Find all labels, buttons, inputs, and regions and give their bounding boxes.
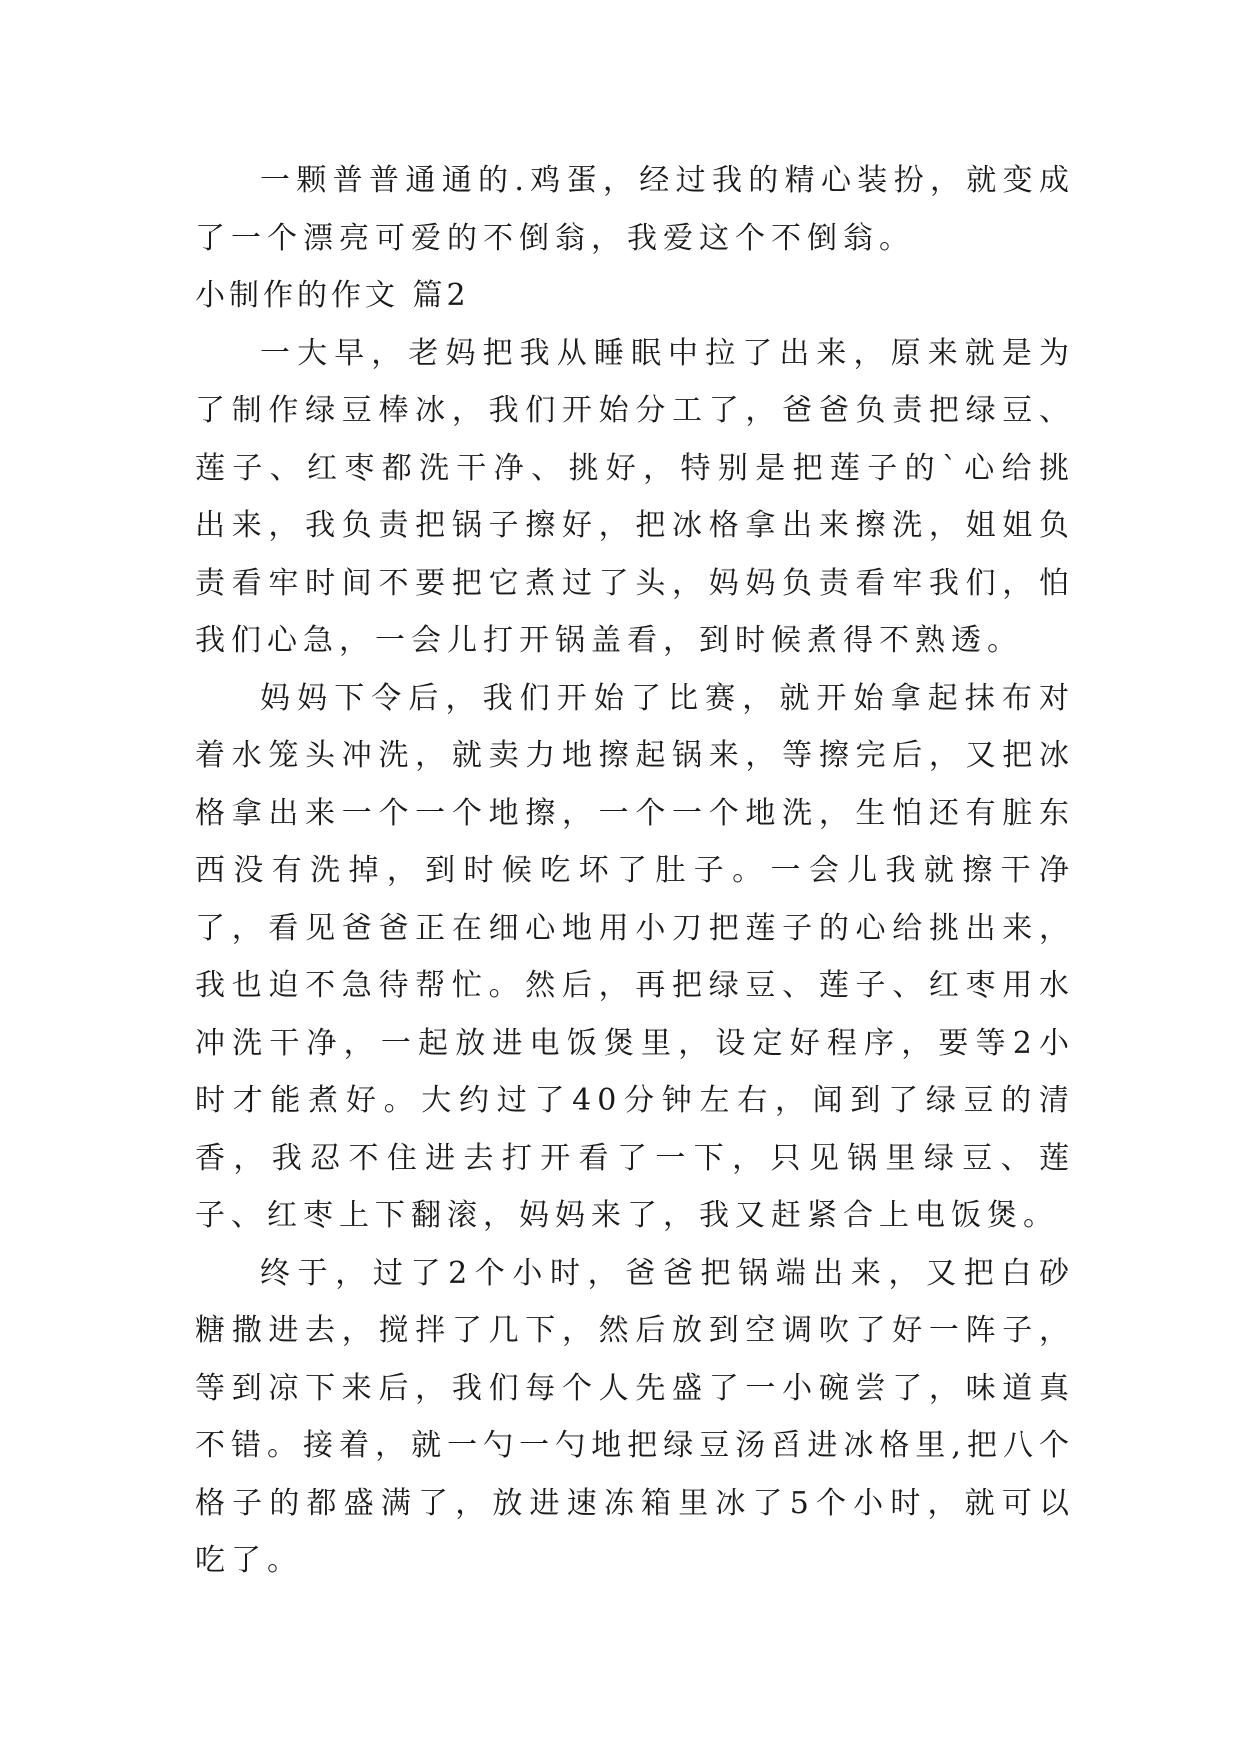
paragraph-1: 一颗普普通通的.鸡蛋，经过我的精心装扮，就变成了一个漂亮可爱的不倒翁，我爱这个不倒翁。 [195,163,1075,256]
paragraph-2: 一大早，老妈把我从睡眠中拉了出来，原来就是为了制作绿豆棒冰，我们开始分工了，爸爸负责把绿豆、莲子、红枣都洗干净、挑好，特别是把莲子的`心给挑出来，我负责把锅子擦好，把冰格拿出来擦洗，姐姐负责看牢时间不要把它煮过了头，妈妈负责看牢我们，怕我们心急，一会儿打开锅盖看，到时候煮得不熟透。 [195,335,1075,658]
paragraph-3: 妈妈下令后，我们开始了比赛，就开始拿起抹布对着水笼头冲洗，就卖力地擦起锅来，等擦完后，又把冰格拿出来一个一个地擦，一个一个地洗，生怕还有脏东西没有洗掉，到时候吃坏了肚子。一会儿我就擦干净了，看见爸爸正在细心地用小刀把莲子的心给挑出来，我也迫不急待帮忙。然后，再把绿豆、莲子、红枣用水冲洗干净，一起放进电饭煲里，设定好程序，要等2小时才能煮好。大约过了40分钟左右，闻到了绿豆的清香，我忍不住进去打开看了一下，只见锅里绿豆、莲子、红枣上下翻滚，妈妈来了，我又赶紧合上电饭煲。 [195,680,1075,1233]
document-page [195,152,1075,1590]
section-heading: 小制作的作文 篇2 [195,278,470,313]
paragraph-4: 终于，过了2个小时，爸爸把锅端出来，又把白砂糖撒进去，搅拌了几下，然后放到空调吹了好一阵子，等到凉下来后，我们每个人先盛了一小碗尝了，味道真不错。接着，就一勺一勺地把绿豆汤舀进冰格里,把八个格子的都盛满了，放进速冻箱里冰了5个小时，就可以吃了。 [195,1255,1075,1578]
